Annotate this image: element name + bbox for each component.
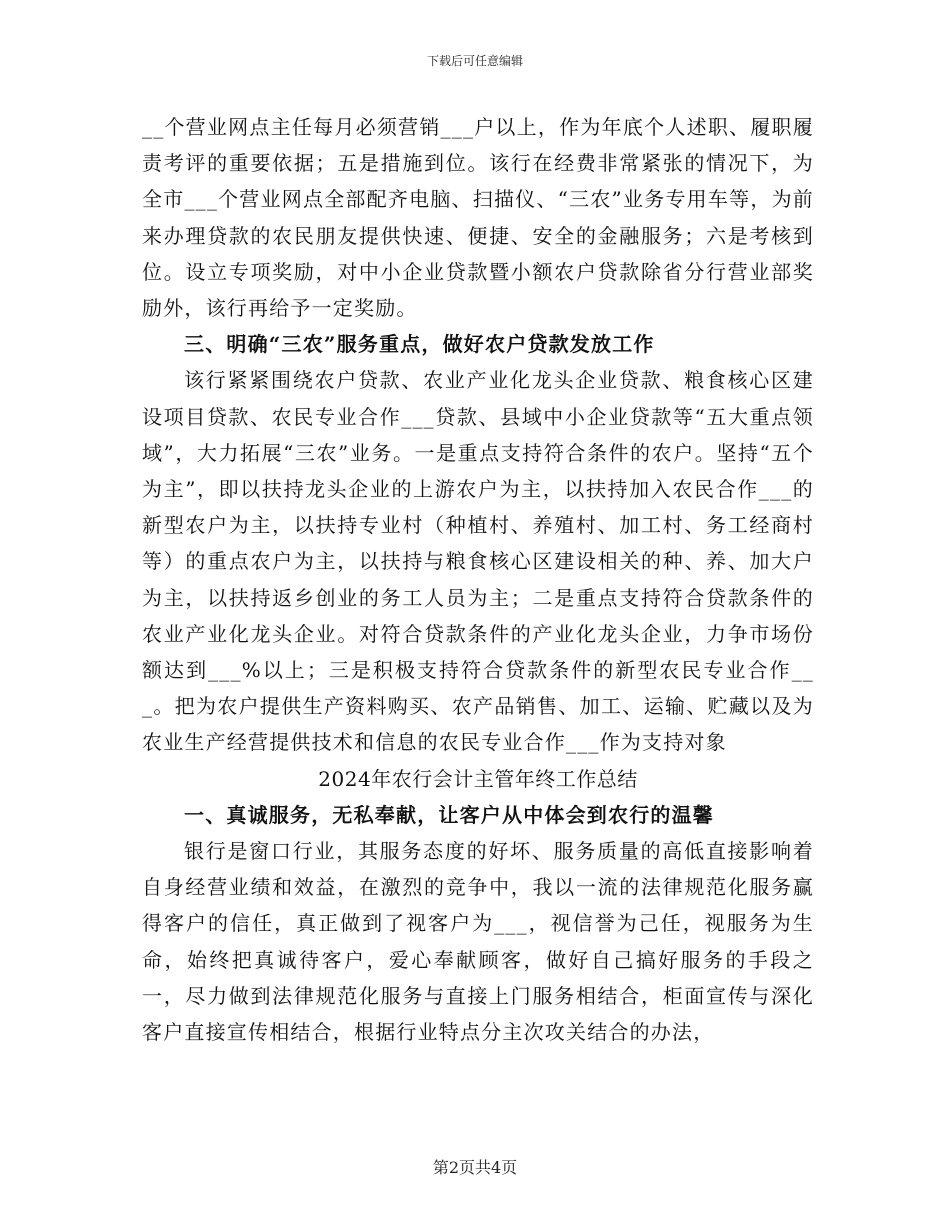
section-heading-one: 一、真诚服务，无私奉献，让客户从中体会到农行的温馨	[184, 802, 714, 827]
paragraph-continued: __个营业网点主任每月必须营销___户以上，作为年底个人述职、履职履责考评的重要依据；五是措施到位。该行在经费非常紧张的情况下，为全市___个营业网点全部配齐电脑、扫描仪、“三农”业务专用车等，为前来办理贷款的农民朋友提供快速、便捷、安全的金融服务；六是考核到位。设立专项奖励，对中小企业贷款暨小额农户贷款除省分行营业部奖励外，该行再给予一定奖励。	[142, 115, 814, 321]
paragraph-service: 银行是窗口行业，其服务态度的好坏、服务质量的高低直接影响着自身经营业绩和效益，在激烈的竞争中，我以一流的法律规范化服务赢得客户的信任，真正做到了视客户为___，视信誉为己任，视服务为生命，始终把真诚待客户，爱心奉献顾客，做好自己搞好服务的手段之一，尽力做到法律规范化服务与直接上门服务相结合，柜面宣传与深化客户直接宣传相结合，根据行业特点分主次攻关结合的办法，	[142, 839, 814, 1045]
page-number: 第2页共4页	[432, 1158, 518, 1177]
paragraph-rural-services: 该行紧紧围绕农户贷款、农业产业化龙头企业贷款、粮食核心区建设项目贷款、农民专业合作___贷款、县域中小企业贷款等“五大重点领域”，大力拓展“三农”业务。一是重点支持符合条件的农户。坚持“五个为主”，即以扶持龙头企业的上游农户为主，以扶持加入农民合作___的新型农户为主，以扶持专业村（种植村、养殖村、加工村、务工经商村等）的重点农户为主，以扶持与粮食核心区建设相关的种、养、加大户为主，以扶持返乡创业的务工人员为主；二是重点支持符合贷款条件的农业产业化龙头企业。对符合贷款条件的产业化龙头企业，力争市场份额达到___%以上；三是积极支持符合贷款条件的新型农民专业合作___。把为农户提供生产资料购买、农产品销售、加工、运输、贮藏以及为农业生产经营提供技术和信息的农民专业合作___作为支持对象	[142, 368, 814, 755]
document-body	[142, 109, 814, 1050]
page-header: 下载后可任意编辑	[426, 54, 523, 68]
section-heading-three: 三、明确“三农”服务重点，做好农户贷款发放工作	[184, 332, 655, 357]
document-title: 2024年农行会计主管年终工作总结	[318, 766, 638, 791]
